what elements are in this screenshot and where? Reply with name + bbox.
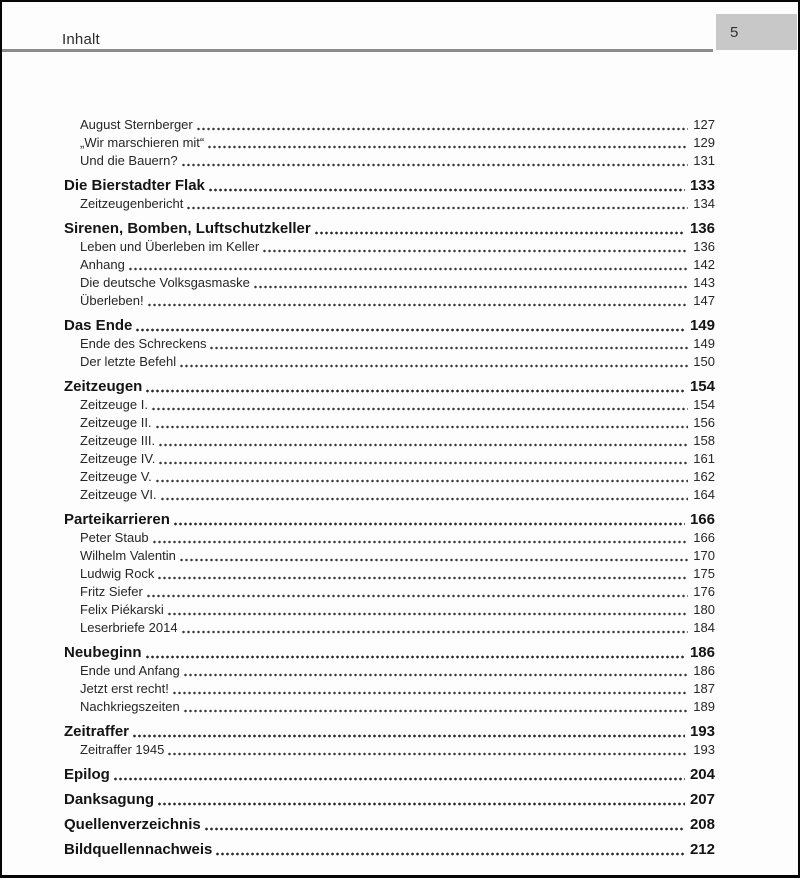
toc-entry-page: 136 bbox=[689, 220, 715, 237]
toc-entry-label: Felix Piékarski bbox=[80, 602, 164, 617]
toc-entry-label: Die deutsche Volksgasmaske bbox=[80, 275, 250, 290]
toc-row bbox=[64, 698, 715, 716]
toc-entry-page: 129 bbox=[693, 135, 715, 150]
toc-row bbox=[64, 219, 715, 238]
toc-row bbox=[64, 565, 715, 583]
dot-leader bbox=[205, 827, 685, 831]
toc-entry-label: Ludwig Rock bbox=[80, 566, 155, 581]
toc-entry-label: Zeitzeuge II. bbox=[80, 415, 152, 430]
toc-entry-page: 149 bbox=[689, 317, 715, 334]
toc-entry-label: August Sternberger bbox=[80, 117, 193, 132]
toc-entry-label: Jetzt erst recht! bbox=[80, 681, 169, 696]
toc-entry-page: 164 bbox=[693, 487, 715, 502]
toc-entry-page: 208 bbox=[689, 816, 715, 833]
toc-entry-label: Parteikarrieren bbox=[64, 511, 170, 528]
toc-entry-label: Sirenen, Bomben, Luftschutzkeller bbox=[64, 220, 311, 237]
toc-entry-label: Ende des Schreckens bbox=[80, 336, 207, 351]
toc-entry-page: 184 bbox=[693, 620, 715, 635]
toc-row bbox=[64, 468, 715, 486]
toc-entry-page: 204 bbox=[689, 766, 715, 783]
toc-row bbox=[64, 662, 715, 680]
dot-leader bbox=[156, 425, 689, 429]
toc-row bbox=[64, 510, 715, 529]
toc-row bbox=[64, 680, 715, 698]
toc-row bbox=[64, 292, 715, 310]
toc-entry-page: 176 bbox=[693, 584, 715, 599]
toc-row bbox=[64, 176, 715, 195]
toc-entry-page: 189 bbox=[693, 699, 715, 714]
dot-leader bbox=[216, 852, 685, 856]
toc-row bbox=[64, 741, 715, 759]
toc-entry-label: Leserbriefe 2014 bbox=[80, 620, 178, 635]
toc-entry-page: 134 bbox=[693, 196, 715, 211]
toc-row bbox=[64, 722, 715, 741]
dot-leader bbox=[161, 497, 689, 501]
toc-row bbox=[64, 414, 715, 432]
toc-entry-page: 162 bbox=[693, 469, 715, 484]
header-rule bbox=[2, 49, 713, 52]
dot-leader bbox=[209, 188, 685, 192]
toc-entry-label: Zeitraffer 1945 bbox=[80, 742, 165, 757]
toc-entry-label: Bildquellennachweis bbox=[64, 841, 213, 858]
toc-entry-page: 147 bbox=[693, 293, 715, 308]
toc-row bbox=[64, 316, 715, 335]
toc-entry-label: Epilog bbox=[64, 766, 110, 783]
dot-leader bbox=[136, 328, 685, 332]
toc-row bbox=[64, 274, 715, 292]
toc-row bbox=[64, 643, 715, 662]
toc-row bbox=[64, 840, 715, 859]
toc-entry-page: 161 bbox=[693, 451, 715, 466]
toc-entry-page: 127 bbox=[693, 117, 715, 132]
dot-leader bbox=[129, 267, 688, 271]
toc-row bbox=[64, 256, 715, 274]
toc-entry-label: Danksagung bbox=[64, 791, 155, 808]
page-number: 5 bbox=[730, 24, 739, 41]
toc-entry-label: „Wir marschieren mit“ bbox=[80, 135, 205, 150]
toc-entry-page: 136 bbox=[693, 239, 715, 254]
toc-entry-label: Fritz Siefer bbox=[80, 584, 143, 599]
dot-leader bbox=[180, 558, 688, 562]
dot-leader bbox=[159, 461, 688, 465]
toc-row bbox=[64, 377, 715, 396]
toc-entry-label: Zeitzeuge VI. bbox=[80, 487, 157, 502]
dot-leader bbox=[180, 364, 688, 368]
toc-row bbox=[64, 432, 715, 450]
toc-row bbox=[64, 195, 715, 213]
toc-entry-page: 166 bbox=[693, 530, 715, 545]
toc-entry-label: Peter Staub bbox=[80, 530, 149, 545]
toc-row bbox=[64, 238, 715, 256]
toc-entry-page: 150 bbox=[693, 354, 715, 369]
table-of-contents bbox=[2, 53, 798, 859]
dot-leader bbox=[153, 540, 689, 544]
dot-leader bbox=[187, 206, 688, 210]
toc-entry-page: 133 bbox=[689, 177, 715, 194]
toc-entry-page: 186 bbox=[689, 644, 715, 661]
toc-entry-label: Ende und Anfang bbox=[80, 663, 180, 678]
toc-entry-page: 207 bbox=[689, 791, 715, 808]
toc-row bbox=[64, 116, 715, 134]
toc-entry-label: Leben und Überleben im Keller bbox=[80, 239, 260, 254]
page-title: Inhalt bbox=[62, 31, 100, 48]
toc-entry-label: Zeitzeugen bbox=[64, 378, 143, 395]
toc-entry-label: Zeitzeuge V. bbox=[80, 469, 152, 484]
toc-row bbox=[64, 547, 715, 565]
toc-entry-page: 131 bbox=[693, 153, 715, 168]
toc-entry-page: 166 bbox=[689, 511, 715, 528]
dot-leader bbox=[133, 734, 685, 738]
dot-leader bbox=[263, 249, 688, 253]
dot-leader bbox=[158, 576, 688, 580]
toc-entry-label: Zeitzeuge I. bbox=[80, 397, 148, 412]
toc-row bbox=[64, 601, 715, 619]
dot-leader bbox=[208, 145, 688, 149]
toc-entry-page: 156 bbox=[693, 415, 715, 430]
toc-entry-page: 187 bbox=[693, 681, 715, 696]
toc-entry-page: 143 bbox=[693, 275, 715, 290]
dot-leader bbox=[197, 127, 689, 131]
page-number-badge bbox=[716, 14, 797, 50]
toc-entry-label: Überleben! bbox=[80, 293, 144, 308]
toc-entry-label: Nachkriegszeiten bbox=[80, 699, 180, 714]
dot-leader bbox=[184, 673, 689, 677]
toc-entry-label: Zeitzeuge IV. bbox=[80, 451, 156, 466]
toc-row bbox=[64, 396, 715, 414]
toc-entry-page: 175 bbox=[693, 566, 715, 581]
toc-entry-label: Das Ende bbox=[64, 317, 133, 334]
toc-entry-page: 149 bbox=[693, 336, 715, 351]
toc-row bbox=[64, 815, 715, 834]
toc-entry-page: 158 bbox=[693, 433, 715, 448]
dot-leader bbox=[173, 691, 688, 695]
dot-leader bbox=[159, 443, 688, 447]
toc-entry-page: 170 bbox=[693, 548, 715, 563]
toc-row bbox=[64, 765, 715, 784]
toc-entry-label: Und die Bauern? bbox=[80, 153, 178, 168]
toc-entry-page: 193 bbox=[693, 742, 715, 757]
dot-leader bbox=[174, 522, 685, 526]
toc-entry-label: Neubeginn bbox=[64, 644, 142, 661]
dot-leader bbox=[182, 630, 689, 634]
toc-row bbox=[64, 583, 715, 601]
toc-row bbox=[64, 335, 715, 353]
dot-leader bbox=[254, 285, 688, 289]
toc-row bbox=[64, 152, 715, 170]
toc-entry-label: Die Bierstadter Flak bbox=[64, 177, 205, 194]
toc-row bbox=[64, 134, 715, 152]
page-header bbox=[2, 2, 798, 53]
toc-entry-label: Quellenverzeichnis bbox=[64, 816, 201, 833]
toc-entry-label: Anhang bbox=[80, 257, 125, 272]
toc-entry-label: Zeitzeugenbericht bbox=[80, 196, 184, 211]
dot-leader bbox=[114, 777, 685, 781]
dot-leader bbox=[182, 163, 689, 167]
dot-leader bbox=[168, 612, 689, 616]
dot-leader bbox=[168, 752, 688, 756]
dot-leader bbox=[184, 709, 689, 713]
dot-leader bbox=[146, 655, 685, 659]
dot-leader bbox=[147, 594, 688, 598]
toc-entry-page: 154 bbox=[689, 378, 715, 395]
toc-entry-page: 212 bbox=[689, 841, 715, 858]
toc-row bbox=[64, 486, 715, 504]
toc-row bbox=[64, 353, 715, 371]
dot-leader bbox=[146, 389, 685, 393]
toc-entry-label: Der letzte Befehl bbox=[80, 354, 177, 369]
toc-entry-label: Zeitraffer bbox=[64, 723, 130, 740]
dot-leader bbox=[158, 802, 685, 806]
dot-leader bbox=[156, 479, 689, 483]
toc-entry-page: 186 bbox=[693, 663, 715, 678]
toc-entry-label: Zeitzeuge III. bbox=[80, 433, 156, 448]
dot-leader bbox=[152, 407, 688, 411]
toc-row bbox=[64, 619, 715, 637]
dot-leader bbox=[315, 231, 685, 235]
toc-entry-page: 193 bbox=[689, 723, 715, 740]
toc-row bbox=[64, 790, 715, 809]
dot-leader bbox=[148, 303, 689, 307]
toc-row bbox=[64, 450, 715, 468]
dot-leader bbox=[210, 346, 688, 350]
toc-row bbox=[64, 529, 715, 547]
toc-entry-page: 180 bbox=[693, 602, 715, 617]
toc-entry-page: 154 bbox=[693, 397, 715, 412]
toc-entry-label: Wilhelm Valentin bbox=[80, 548, 176, 563]
toc-entry-page: 142 bbox=[693, 257, 715, 272]
